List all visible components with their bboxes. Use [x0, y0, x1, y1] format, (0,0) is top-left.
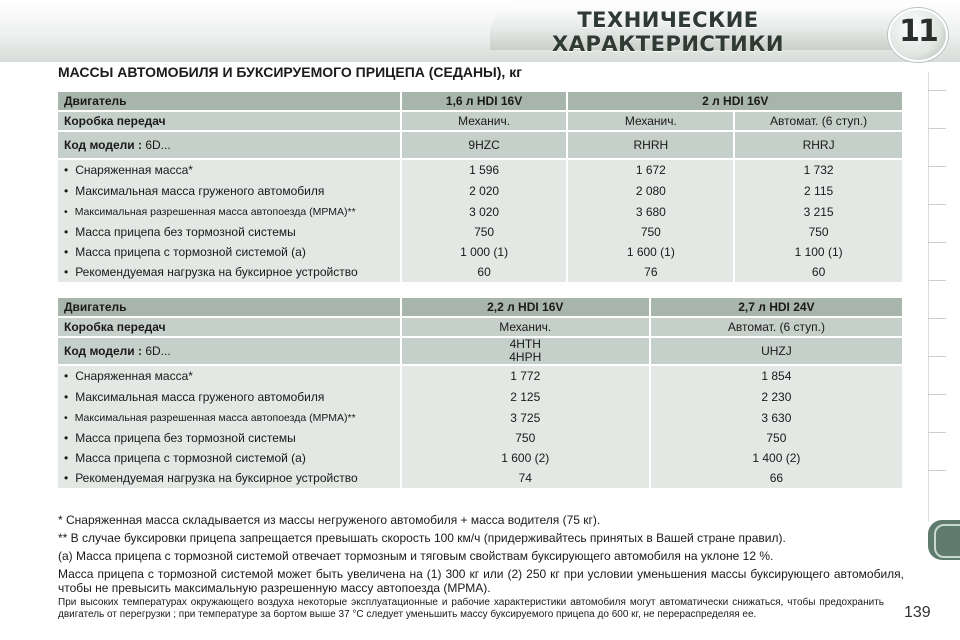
model-code-label-cell — [58, 338, 400, 364]
table-row-gearbox — [58, 318, 902, 336]
gearbox-cell: Автомат. (6 ступ.) — [735, 112, 902, 130]
engine-label: Двигатель — [58, 298, 400, 316]
model-code-cell: RHRJ — [735, 132, 902, 158]
value-cell: 74 — [518, 471, 532, 485]
gearbox-label: Коробка передач — [58, 318, 400, 336]
values-col-1 — [402, 366, 649, 488]
table-row-model-code — [58, 338, 902, 364]
value-cell: 60 — [811, 265, 826, 279]
side-nav-tick — [928, 318, 946, 319]
model-code-cell: UHZJ — [651, 338, 902, 364]
value-cell: 3 215 — [803, 205, 834, 219]
row-label-unbraked: • Масса прицепа без тормозной системы — [64, 222, 394, 242]
row-label-curb-mass: • Снаряженная масса* — [64, 366, 394, 386]
row-label-nose-load: • Рекомендуемая нагрузка на буксирное устройство — [64, 468, 394, 488]
value-cell: 3 725 — [510, 411, 541, 425]
model-code-prefix: 6D... — [145, 344, 171, 358]
value-cell: 1 732 — [803, 163, 834, 177]
engine-col: 1,6 л HDI 16V — [402, 92, 567, 110]
value-cell: 2 115 — [804, 184, 834, 198]
value-cell: 750 — [808, 225, 829, 239]
value-cell: 1 772 — [510, 369, 541, 383]
value-cell: 2 020 — [469, 184, 500, 198]
value-cell: 1 672 — [635, 163, 666, 177]
footnote-braked-trailer: (a) Масса прицепа с тормозной системой отвечает тормозным и тяговым свойствам буксирующего автомобиля на уклоне 12 %. — [58, 549, 774, 563]
gearbox-cell: Механич. — [568, 112, 733, 130]
row-label-nose-load: • Рекомендуемая нагрузка на буксирное устройство — [64, 262, 394, 282]
value-cell: 3 020 — [469, 205, 500, 219]
section-title: МАССЫ АВТОМОБИЛЯ И БУКСИРУЕМОГО ПРИЦЕПА (СЕДАНЫ), кг — [58, 64, 523, 80]
header-title: ТЕХНИЧЕСКИЕ ХАРАКТЕРИСТИКИ — [552, 8, 784, 56]
model-code-cell — [402, 338, 649, 364]
value-cell: 1 600 (2) — [501, 451, 550, 465]
side-nav-tick — [928, 242, 946, 243]
row-label-gross-mass: • Максимальная масса груженого автомобиля — [64, 386, 394, 409]
values-col-1 — [402, 160, 567, 282]
value-cell: 1 100 (1) — [794, 245, 843, 259]
value-cell: 750 — [766, 431, 787, 445]
side-nav-tick — [928, 394, 946, 395]
row-labels — [58, 366, 400, 488]
engine-col: 2,7 л HDI 24V — [651, 298, 902, 316]
engine-col: 2 л HDI 16V — [568, 92, 902, 110]
row-label-gcw: • Максимальная разрешенная масса автопоезда (МРМА)** — [64, 409, 394, 428]
model-code-label-cell — [58, 132, 400, 158]
row-label-curb-mass: • Снаряженная масса* — [64, 160, 394, 180]
mass-table-1 — [56, 90, 904, 284]
row-labels — [58, 160, 400, 282]
chapter-tab-icon — [934, 524, 960, 558]
side-nav-tick — [928, 204, 946, 205]
footnote-curb-mass: * Снаряженная масса складывается из массы негруженого автомобиля + масса водителя (75 кг). — [58, 513, 601, 527]
value-cell: 1 400 (2) — [752, 451, 801, 465]
row-label-gcw: • Максимальная разрешенная масса автопоезда (МРМА)** — [64, 203, 394, 222]
model-code: 4HPH — [509, 350, 542, 364]
table-row-engine — [58, 92, 902, 110]
table-row-model-code — [58, 132, 902, 158]
side-nav-tick — [928, 90, 946, 91]
mass-table-2 — [56, 296, 904, 490]
page-number: 139 — [904, 604, 931, 621]
value-cell: 3 630 — [761, 411, 792, 425]
table-row-engine — [58, 298, 902, 316]
footnote-high-temp: При высоких температурах окружающего воздуха некоторые эксплуатационные и рабочие характеристики автомобиля могут автоматически снижаться, чтобы предохранить двигатель от перегрузки ; при температуре за бортом выше 37 °C следует уменьшить массу буксируемого прицепа до 600 кг, не перераспределяя ее. — [58, 597, 884, 620]
value-cell: 60 — [477, 265, 491, 279]
table-data-block — [58, 160, 902, 282]
model-code-label: Код модели : — [64, 138, 142, 152]
value-cell: 1 854 — [761, 369, 792, 383]
gearbox-cell: Механич. — [402, 112, 567, 130]
side-nav-line — [928, 72, 929, 522]
engine-col: 2,2 л HDI 16V — [402, 298, 649, 316]
value-cell: 76 — [644, 265, 658, 279]
model-code: 4HTH — [509, 337, 541, 351]
value-cell: 1 600 (1) — [626, 245, 675, 259]
side-nav-tick — [928, 128, 946, 129]
value-cell: 750 — [515, 431, 536, 445]
chapter-number: 11 — [899, 14, 937, 49]
values-col-2 — [568, 160, 733, 282]
values-col-2 — [651, 366, 902, 488]
value-cell: 66 — [769, 471, 784, 485]
side-nav-tick — [928, 470, 946, 471]
side-nav-tick — [928, 356, 946, 357]
model-code-cell: RHRH — [568, 132, 733, 158]
value-cell: 2 230 — [761, 390, 792, 404]
model-code-label: Код модели : — [64, 344, 142, 358]
values-col-3 — [735, 160, 902, 282]
side-nav-tick — [928, 166, 946, 167]
value-cell: 2 125 — [510, 390, 541, 404]
gearbox-cell: Автомат. (6 ступ.) — [651, 318, 902, 336]
gearbox-label: Коробка передач — [58, 112, 400, 130]
value-cell: 3 680 — [635, 205, 666, 219]
row-label-unbraked: • Масса прицепа без тормозной системы — [64, 428, 394, 448]
gearbox-cell: Механич. — [402, 318, 649, 336]
value-cell: 2 080 — [635, 184, 666, 198]
table-row-gearbox — [58, 112, 902, 130]
row-label-braked: • Масса прицепа с тормозной системой (а) — [64, 448, 394, 468]
side-nav-tick — [928, 432, 946, 433]
footnote-speed-limit: ** В случае буксировки прицепа запрещается превышать скорость 100 км/ч (придерживайтесь принятых в Вашей стране правил). — [58, 531, 786, 545]
engine-label: Двигатель — [58, 92, 400, 110]
table-data-block — [58, 366, 902, 488]
row-label-braked: • Масса прицепа с тормозной системой (а) — [64, 242, 394, 262]
value-cell: 1 596 — [469, 163, 500, 177]
model-code-cell: 9HZC — [402, 132, 567, 158]
side-nav-tick — [928, 280, 946, 281]
row-label-gross-mass: • Максимальная масса груженого автомобиля — [64, 180, 394, 203]
model-code-prefix: 6D... — [145, 138, 171, 152]
value-cell: 1 000 (1) — [460, 245, 509, 259]
value-cell: 750 — [640, 225, 661, 239]
footnote-increase: Масса прицепа с тормозной системой может быть увеличена на (1) 300 кг или (2) 250 кг при условии уменьшения массы буксирующего автомобиля, чтобы не превысить максимальную разрешенную массу автопоезда (МРМА). — [58, 567, 904, 595]
value-cell: 750 — [474, 225, 495, 239]
